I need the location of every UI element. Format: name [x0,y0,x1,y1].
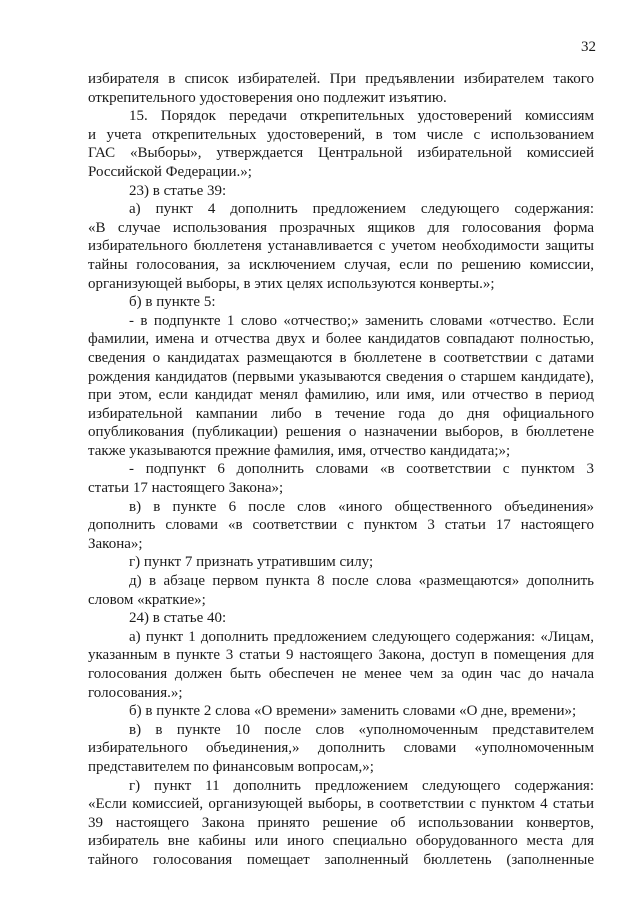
text-line: избиратель вне кабины или иного специально оборудованного места для [88,833,594,850]
text-line: избирательного бюллетеня устанавливается с учетом необходимости защиты [88,238,594,255]
text-line: Закона»; [88,535,143,552]
text-line: представителем по финансовым вопросам,»; [88,758,374,775]
text-line: при этом, если кандидат менял фамилию, или имя, или отчество в период [88,387,594,404]
text-line: статьи 17 настоящего Закона»; [88,480,284,497]
text-line: сведения о кандидатах размещаются в бюллетене в соответствии с датами [88,349,594,366]
text-line: г) пункт 7 признать утратившим силу; [129,554,374,571]
text-line: тайного голосования помещает заполненный бюллетень (заполненные [88,851,594,868]
text-line: тайны голосования, за исключением случая, если по решению комиссии, [88,256,594,273]
text-line: и учета открепительных удостоверений, в том числе с использованием [88,126,594,143]
text-line: в) в пункте 10 после слов «уполномоченным представителем [129,721,594,738]
text-line: 39 настоящего Закона принято решение об использовании конвертов, [88,814,594,831]
text-line: ГАС «Выборы», утверждается Центральной избирательной комиссией [88,145,594,162]
text-line: фамилии, имена и отчества двух и более кандидатов совпадают полностью, [88,331,594,348]
text-line: 24) в статье 40: [129,610,227,627]
text-line: г) пункт 11 дополнить предложением следующего содержания: [129,777,594,794]
text-line: голосования должен быть обеспечен не менее чем за один час до начала [88,666,594,682]
text-line: - подпункт 6 дополнить словами «в соответствии с пунктом 3 [129,461,594,478]
text-line: Российской Федерации.»; [88,163,252,180]
text-line: б) в пункте 5: [129,294,216,311]
text-line: б) в пункте 2 слова «О времени» заменить словами «О дне, времени»; [129,703,577,720]
text-line: дополнить словами «в соответствии с пунктом 3 статьи 17 настоящего [88,517,594,534]
text-line: а) пункт 4 дополнить предложением следующего содержания: [129,201,594,218]
text-line: - в подпункте 1 слово «отчество;» заменить словами «отчество. Если [129,312,594,329]
text-line: рождения кандидатов (первыми указываются сведения о старшем кандидате), [88,368,594,385]
text-line: также указываются прежние фамилия, имя, отчество кандидата;»; [88,442,511,459]
text-line: «В случае использования прозрачных ящиков для голосования форма [88,219,594,236]
text-line: а) пункт 1 дополнить предложением следующего содержания: «Лицам, [129,628,594,645]
text-line: избирательного объединения,» дополнить словами «уполномоченным [88,740,594,757]
page-number: 32 [581,39,596,55]
document-body [88,70,594,870]
text-line: опубликования (публикации) решения о назначении выборов, в бюллетене [88,424,594,441]
text-line: избирателя в список избирателей. При предъявлении избирателем такого [88,71,594,87]
text-line: 23) в статье 39: [129,182,227,199]
text-line: избирательной кампании либо в течение года до дня официального [88,405,594,422]
text-line: д) в абзаце первом пункта 8 после слова «размещаются» дополнить [129,573,594,590]
text-line: «Если комиссией, организующей выборы, в соответствии с пунктом 4 статьи [88,796,594,813]
text-line: организующей выборы, в этих целях используются конверты.»; [88,275,495,292]
text-line: голосования.»; [88,684,183,701]
text-line: в) в пункте 6 после слов «иного общественного объединения» [129,498,594,515]
text-line: указанным в пункте 3 статьи 9 настоящего Закона, доступ в помещения для [88,647,594,664]
text-line: словом «краткие»; [88,591,206,608]
text-line: открепительного удостоверения оно подлежит изъятию. [88,89,447,106]
text-line: 15. Порядок передачи открепительных удостоверений комиссиям [129,108,594,125]
